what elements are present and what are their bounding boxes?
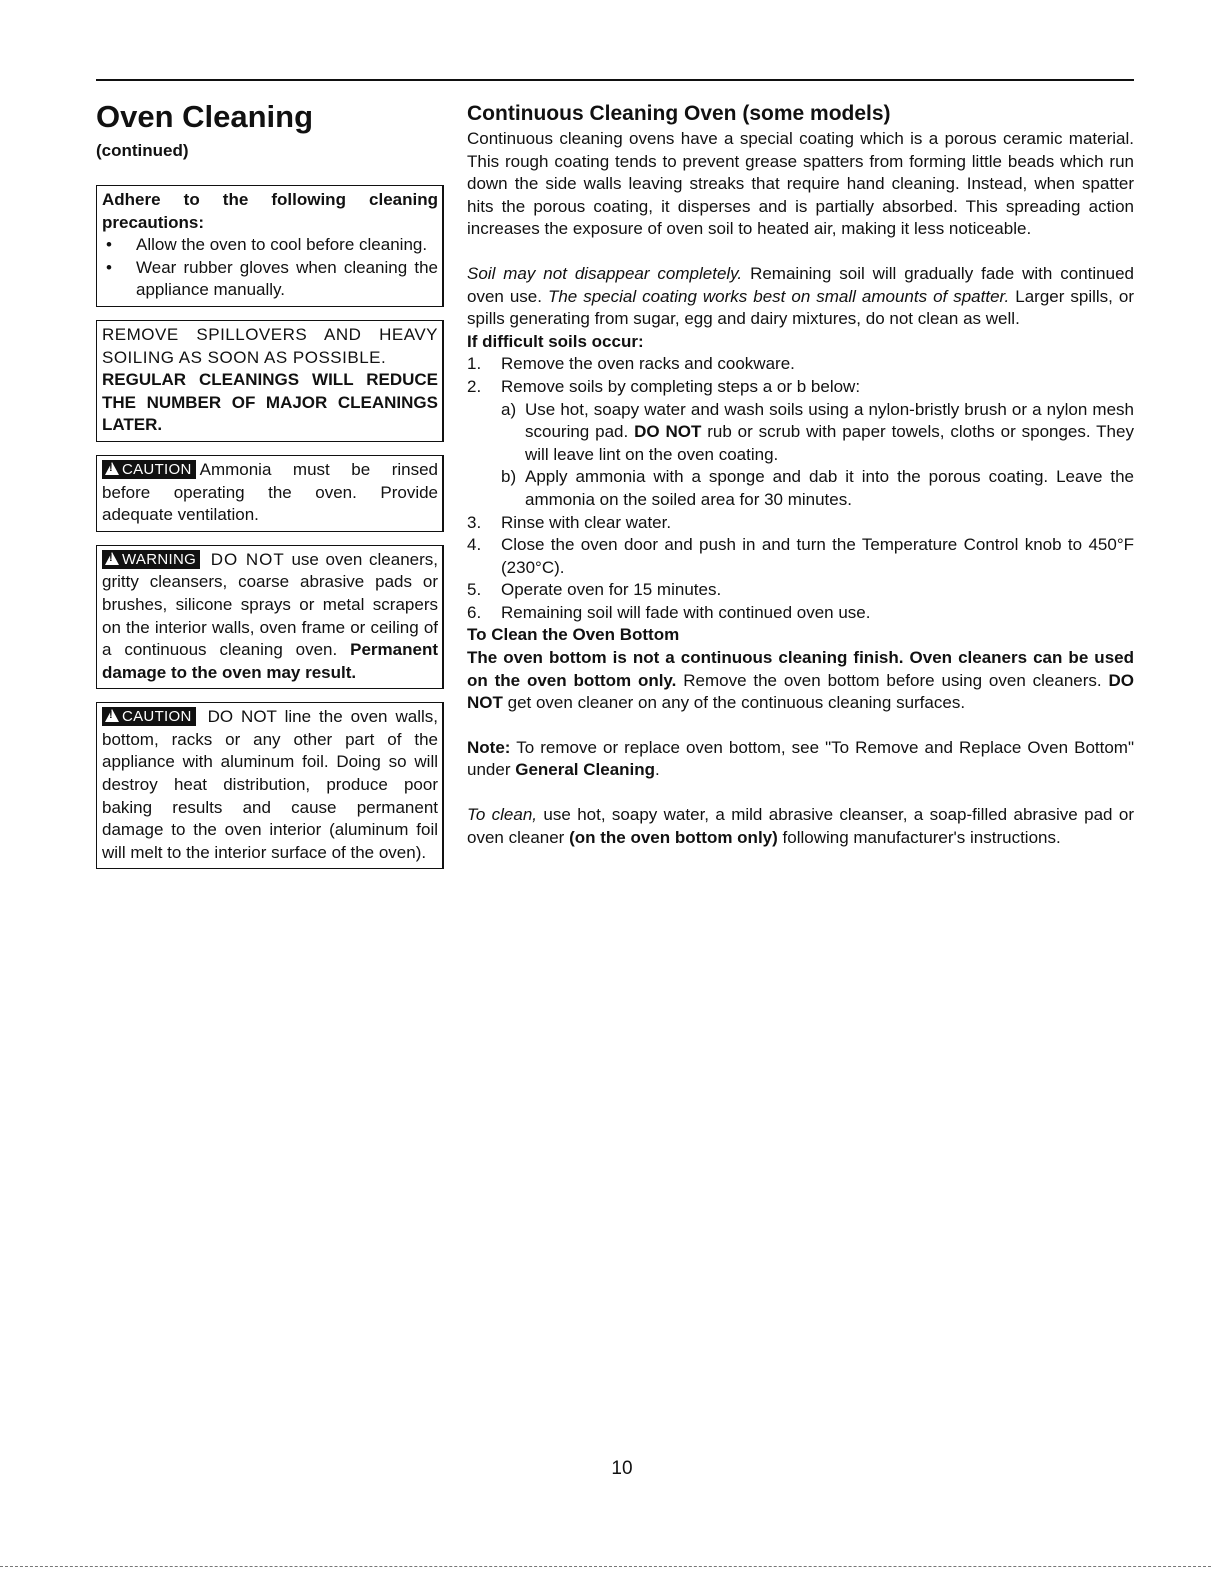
- to-clean-paragraph: To clean, use hot, soapy water, a mild abrasive cleanser, a soap-filled abrasive pad or oven cleaner (on the oven bottom only) following manufacturer's instructions.: [467, 805, 1134, 847]
- list-item: • Wear rubber gloves when cleaning the appliance manually.: [106, 257, 438, 300]
- caution-foil-text: line the oven walls, bottom, racks or any other part of the appliance with aluminum foil. Doing so will destroy heat distribution, produce poor baking results and cause permanent damage to the oven interior (aluminum foil will melt to the interior surface of the oven).: [102, 707, 438, 862]
- warning-badge: !WARNING: [102, 550, 200, 569]
- warning-text: use oven cleaners, gritty cleansers, coarse abrasive pads or brushes, silicone sprays or metal scrapers on the interior walls, oven frame or ceiling of a continuous cleaning oven.: [102, 549, 439, 660]
- oven-bottom-heading: To Clean the Oven Bottom: [467, 625, 680, 645]
- difficult-soils-steps: [467, 353, 1134, 624]
- warning-box: [96, 545, 444, 690]
- sub-steps: [501, 399, 1134, 512]
- precautions-box: [96, 185, 444, 307]
- bottom-edge-rule: [0, 1566, 1211, 1567]
- list-item: 2. Remove soils by completing steps a or b below: a) Use hot, soapy water and wash soils using a nylon-bristly brush or a nylon mesh scouring pad. DO NOT rub or scrub with paper towels, cloths or sponges. They will leave lint on the oven coating. b) Apply ammonia with a sponge and dab it into the porous coating. Leave the ammonia on the soiled area for 30 minutes.: [467, 376, 1134, 512]
- caution-badge: !CAUTION: [102, 460, 196, 479]
- caution-foil-box: [96, 702, 444, 869]
- list-item: 1. Remove the oven racks and cookware.: [467, 354, 795, 374]
- list-item: 6. Remaining soil will fade with continued oven use.: [467, 602, 871, 622]
- page-number: 10: [611, 1458, 633, 1479]
- top-rule: [96, 79, 1134, 81]
- oven-bottom-paragraph: The oven bottom is not a continuous cleaning finish. Oven cleaners can be used on the oven bottom only. Remove the oven bottom before using oven cleaners. DO NOT get oven cleaner on any of the continuous cleaning surfaces.: [467, 648, 1134, 713]
- page-title: Oven Cleaning: [96, 99, 314, 134]
- regular-cleanings-text: REGULAR CLEANINGS WILL REDUCE THE NUMBER OF MAJOR CLEANINGS LATER.: [102, 370, 438, 435]
- note-paragraph: Note: To remove or replace oven bottom, see "To Remove and Replace Oven Bottom" under General Cleaning.: [467, 737, 1134, 780]
- intro-paragraph: Continuous cleaning ovens have a special coating which is a porous ceramic material. This rough coating tends to prevent grease spatters from forming little beads which run down the side walls leaving streaks that require hand cleaning. Instead, when spatter hits the porous coating, it disperses and is partially absorbed. This spreading action increases the exposure of oven soil to heated air, making it less noticeable.: [467, 129, 1134, 239]
- list-item: • Allow the oven to cool before cleaning.: [102, 234, 438, 257]
- section-title: Continuous Cleaning Oven (some models): [467, 102, 891, 125]
- remove-spillovers-text: REMOVE SPILLOVERS AND HEAVY SOILING AS SOON AS POSSIBLE.: [102, 324, 438, 367]
- warning-triangle-icon: [105, 709, 119, 722]
- soil-paragraph: Soil may not disappear completely. Remaining soil will gradually fade with continued oven use. The special coating works best on small amounts of spatter. Larger spills, or spills generating from sugar, egg and dairy mixtures, do not clean as well.: [467, 263, 1134, 329]
- list-item: 3. Rinse with clear water.: [467, 512, 672, 532]
- list-item: 5. Operate oven for 15 minutes.: [467, 580, 722, 600]
- precautions-heading: Adhere to the following cleaning precautions:: [102, 190, 438, 232]
- list-item: a) Use hot, soapy water and wash soils using a nylon-bristly brush or a nylon mesh scouring pad. DO NOT rub or scrub with paper towels, cloths or sponges. They will leave lint on the oven coating.: [501, 399, 1134, 464]
- warning-triangle-icon: [105, 462, 119, 475]
- list-item: 4. Close the oven door and push in and turn the Temperature Control knob to 450°F (230°C).: [467, 535, 1134, 577]
- warning-bold-tail: Permanent damage to the oven may result.: [102, 640, 438, 682]
- caution-ammonia-text: Ammonia must be rinsed before operating the oven. Provide adequate ventilation.: [102, 459, 438, 525]
- caution-ammonia-box: [96, 455, 444, 532]
- caution-badge: !CAUTION: [102, 707, 196, 726]
- warning-lead: DO NOT: [210, 549, 285, 569]
- bullet-icon: •: [106, 257, 112, 277]
- difficult-soils-heading: If difficult soils occur:: [467, 331, 644, 351]
- list-item: b) Apply ammonia with a sponge and dab it into the porous coating. Leave the ammonia on the soiled area for 30 minutes.: [501, 467, 1134, 509]
- warning-triangle-icon: [105, 552, 119, 565]
- remove-spillovers-box: [96, 320, 444, 442]
- precautions-list: [102, 234, 438, 302]
- bullet-icon: •: [106, 235, 112, 255]
- left-column: [96, 98, 446, 869]
- caution-foil-lead: DO NOT: [207, 707, 277, 727]
- page-subtitle: (continued): [96, 141, 189, 160]
- right-column: [467, 100, 1134, 849]
